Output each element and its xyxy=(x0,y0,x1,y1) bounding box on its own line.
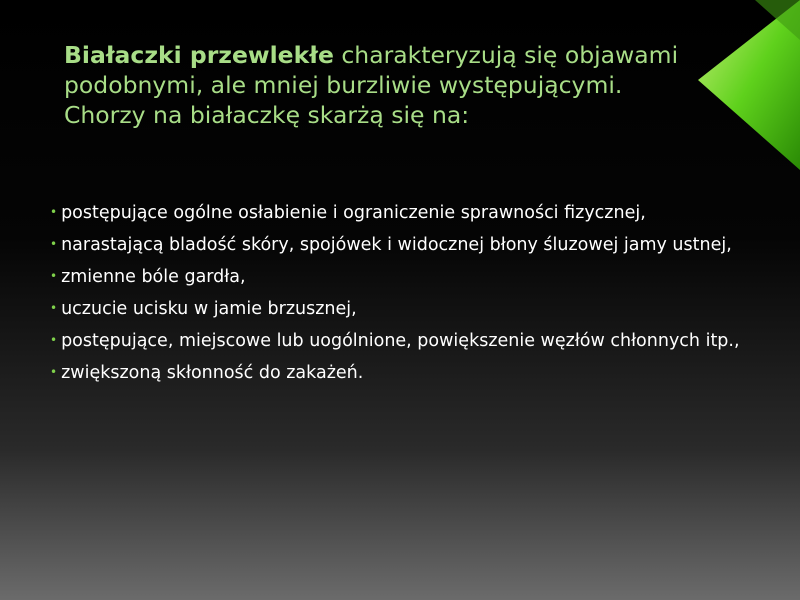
title-rest: charakteryzują się objawami podobnymi, ale mniej burzliwie występującymi. Chorzy na białaczkę skarżą się na: xyxy=(64,41,679,129)
title-emphasis: Białaczki przewlekłe xyxy=(64,41,334,69)
bullet-dot-icon: • xyxy=(50,237,58,251)
bullet-list xyxy=(50,200,760,392)
list-item-text: narastającą bladość skóry, spojówek i widocznej błony śluzowej jamy ustnej, xyxy=(61,235,732,255)
list-item-text: postępujące ogólne osłabienie i ograniczenie sprawności fizycznej, xyxy=(61,203,646,223)
list-item xyxy=(50,264,760,290)
list-item xyxy=(50,200,760,226)
slide-title xyxy=(64,40,684,130)
list-item-text: zmienne bóle gardła, xyxy=(61,267,246,287)
bullet-dot-icon: • xyxy=(50,205,58,219)
bullet-dot-icon: • xyxy=(50,269,58,283)
bullet-dot-icon: • xyxy=(50,333,58,347)
list-item xyxy=(50,296,760,322)
list-item xyxy=(50,360,760,386)
list-item-text: uczucie ucisku w jamie brzusznej, xyxy=(61,299,357,319)
bullet-dot-icon: • xyxy=(50,301,58,315)
list-item-text: zwiększoną skłonność do zakażeń. xyxy=(61,363,364,383)
bullet-dot-icon: • xyxy=(50,365,58,379)
list-item-text: postępujące, miejscowe lub uogólnione, powiększenie węzłów chłonnych itp., xyxy=(61,331,740,351)
list-item xyxy=(50,328,760,354)
list-item xyxy=(50,232,760,258)
